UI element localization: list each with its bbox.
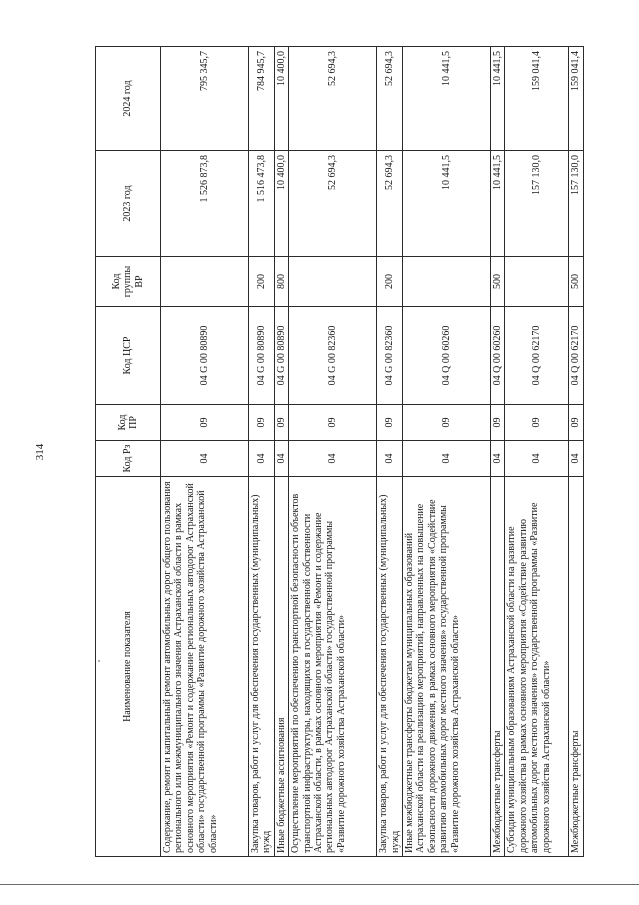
row-vr: 800 <box>274 257 288 307</box>
row-2023: 10 441,5 <box>402 151 490 257</box>
row-2024: 784 945,7 <box>249 47 275 151</box>
row-pr: 09 <box>249 405 275 441</box>
table-row <box>161 47 249 857</box>
table-row <box>505 47 569 857</box>
row-csr: 04 G 00 80890 <box>274 307 288 405</box>
row-pr: 09 <box>377 405 403 441</box>
row-pr: 09 <box>289 405 377 441</box>
row-rz: 04 <box>402 441 490 477</box>
table-row <box>402 47 490 857</box>
row-2024: 52 694,3 <box>377 47 403 151</box>
row-pr: 09 <box>569 405 583 441</box>
row-2023: 10 400,0 <box>274 151 288 257</box>
row-vr <box>505 257 569 307</box>
row-pr: 09 <box>505 405 569 441</box>
table-row <box>249 47 275 857</box>
row-csr: 04 Q 00 62170 <box>569 307 583 405</box>
rotated-table-container <box>95 47 582 857</box>
row-pr: 09 <box>161 405 249 441</box>
row-name: Иные межбюджетные трансферты бюджетам муниципальных образований Астраханской области на реализацию мероприятий, направленных на повышение безопасности дорожного движения, в рамках основного мероприятия «Содействие развитию автомобильных дорог местного значения» государственной программы «Развитие дорожного хозяйства Астраханской области» <box>402 477 490 857</box>
row-name: Закупка товаров, работ и услуг для обеспечения государственных (муниципальных) нужд <box>249 477 275 857</box>
row-pr: 09 <box>490 405 504 441</box>
row-2023: 10 441,5 <box>490 151 504 257</box>
table-row <box>289 47 377 857</box>
header-csr: Код ЦСР <box>96 307 161 405</box>
row-pr: 09 <box>274 405 288 441</box>
header-2024: 2024 год <box>96 47 161 151</box>
row-csr: 04 Q 00 60260 <box>402 307 490 405</box>
row-vr <box>161 257 249 307</box>
row-2023: 1 526 873,8 <box>161 151 249 257</box>
row-2023: 52 694,3 <box>377 151 403 257</box>
row-vr: 500 <box>490 257 504 307</box>
budget-table <box>95 46 584 857</box>
row-csr: 04 G 00 82360 <box>377 307 403 405</box>
row-name: Иные бюджетные ассигнования <box>274 477 288 857</box>
row-csr: 04 G 00 80890 <box>161 307 249 405</box>
row-rz: 04 <box>289 441 377 477</box>
row-csr: 04 G 00 82360 <box>289 307 377 405</box>
row-2024: 10 400,0 <box>274 47 288 151</box>
row-rz: 04 <box>377 441 403 477</box>
row-csr: 04 Q 00 62170 <box>505 307 569 405</box>
row-name: Субсидии муниципальным образованиям Астраханской области на развитие дорожного хозяйства в рамках основного мероприятия «Содействие развитию автомобильных дорог местного значения» государственной программы «Развитие дорожного хозяйства Астраханской области» <box>505 477 569 857</box>
table-row <box>490 47 504 857</box>
row-rz: 04 <box>490 441 504 477</box>
row-name: Межбюджетные трансферты <box>569 477 583 857</box>
row-csr: 04 Q 00 60260 <box>490 307 504 405</box>
row-vr: 500 <box>569 257 583 307</box>
row-name: Содержание, ремонт и капитальный ремонт автомобильных дорог общего пользования регионального или межмуниципального значения Астраханской области в рамках основного мероприятия «Ремонт и содержание региональных автодорог Астраханской области» государственной программы «Развитие дорожного хозяйства Астраханской области» <box>161 477 249 857</box>
row-rz: 04 <box>161 441 249 477</box>
table-row <box>377 47 403 857</box>
header-vr: Код группы ВР <box>96 257 161 307</box>
row-rz: 04 <box>505 441 569 477</box>
row-vr: 200 <box>249 257 275 307</box>
page-number: 314 <box>34 443 46 461</box>
row-2023: 157 130,0 <box>569 151 583 257</box>
row-name: Закупка товаров, работ и услуг для обеспечения государственных (муниципальных) нужд <box>377 477 403 857</box>
header-pr: Код ПР <box>96 405 161 441</box>
row-2024: 159 041,4 <box>505 47 569 151</box>
row-2023: 157 130,0 <box>505 151 569 257</box>
row-pr: 09 <box>402 405 490 441</box>
header-row <box>96 47 161 857</box>
row-2023: 1 516 473,8 <box>249 151 275 257</box>
row-vr <box>289 257 377 307</box>
row-rz: 04 <box>569 441 583 477</box>
row-vr <box>402 257 490 307</box>
table-row <box>569 47 583 857</box>
row-2024: 795 345,7 <box>161 47 249 151</box>
row-2024: 52 694,3 <box>289 47 377 151</box>
row-2024: 10 441,5 <box>490 47 504 151</box>
row-vr: 200 <box>377 257 403 307</box>
row-name: Межбюджетные трансферты <box>490 477 504 857</box>
row-csr: 04 G 00 80890 <box>249 307 275 405</box>
row-rz: 04 <box>274 441 288 477</box>
header-rz: Код Рз <box>96 441 161 477</box>
row-2024: 10 441,5 <box>402 47 490 151</box>
scan-edge-line <box>0 884 639 885</box>
row-2024: 159 041,4 <box>569 47 583 151</box>
table-row <box>274 47 288 857</box>
row-name: Осуществление мероприятий по обеспечению транспортной безопасности объектов транспортной инфраструктуры, находящихся в государственной собственности Астраханской области, в рамках основного мероприятия «Ремонт и содержание региональных автодорог Астраханской области» государственной программы «Развитие дорожного хозяйства Астраханской области» <box>289 477 377 857</box>
header-2023: 2023 год <box>96 151 161 257</box>
row-2023: 52 694,3 <box>289 151 377 257</box>
row-rz: 04 <box>249 441 275 477</box>
header-name: Наименование показателя <box>96 477 161 857</box>
